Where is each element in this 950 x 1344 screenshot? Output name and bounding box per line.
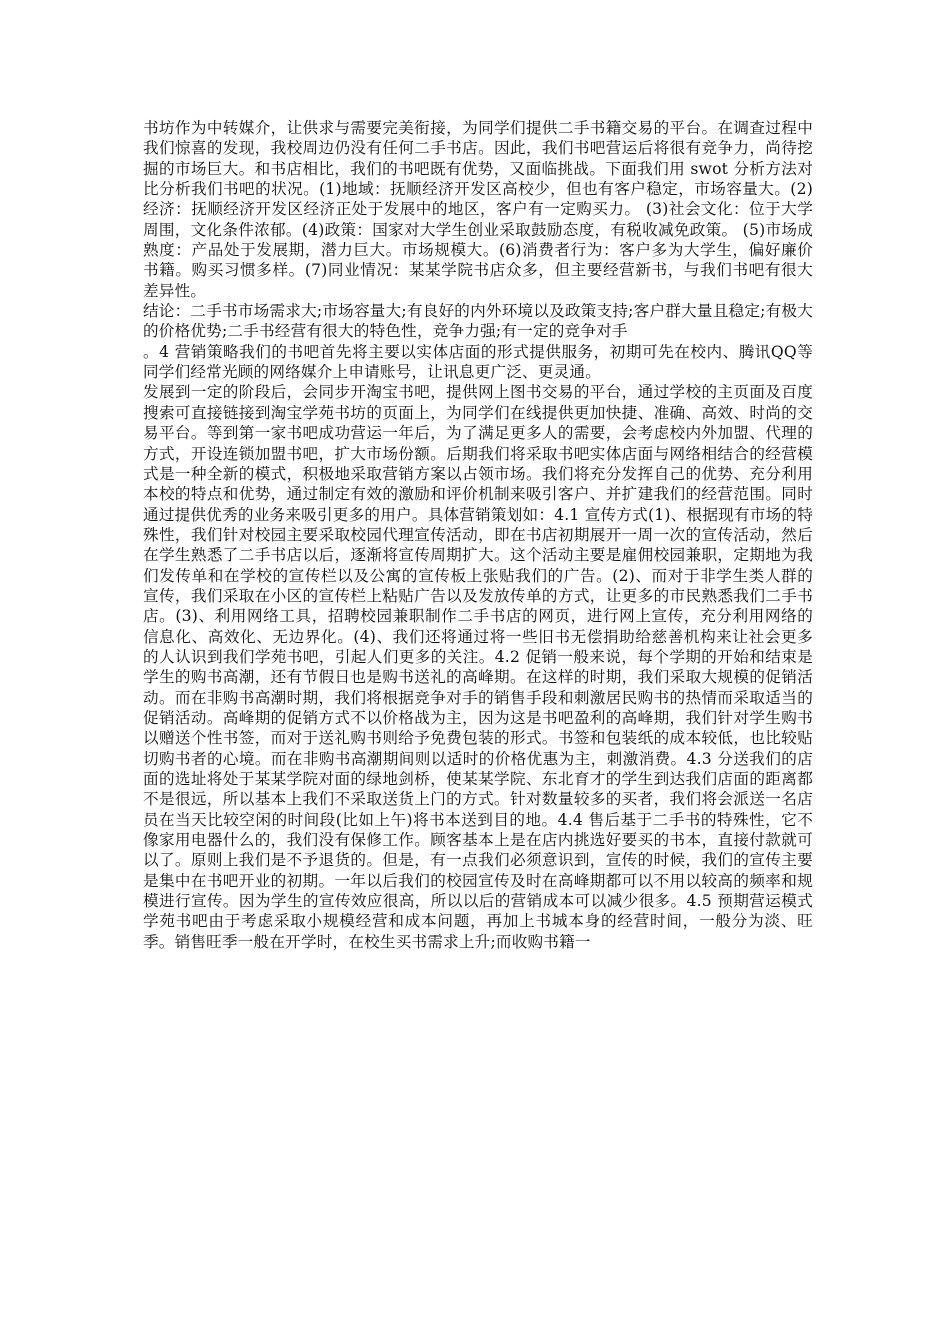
paragraph-development-plan: 发展到一定的阶段后，会同步开淘宝书吧，提供网上图书交易的平台，通过学校的主页面及百度搜索可直接链接到淘宝学苑书坊的页面上，为同学们在线提供更加快捷、准确、高效、时尚的交易平台。等到第一家书吧成功营运一年后，为了满足更多人的需要，会考虑校内外加盟、代理的方式，开设连锁加盟书吧，扩大市场份额。后期我们将采取书吧实体店面与网络相结合的经营模式是一种全新的模式，积极地采取营销方案以占领市场。我们将充分发挥自己的优势、充分利用本校的特点和优势，通过制定有效的激励和评价机制来吸引客户、并扩建我们的经营范围。同时通过提供优秀的业务来吸引更多的用户。具体营销策划如：4.1 宣传方式(1)、根据现有市场的特殊性，我们针对校园主要采取校园代理宣传活动，即在书店初期展开一周一次的宣传活动，然后在学生熟悉了二手书店以后，逐渐将宣传周期扩大。这个活动主要是雇佣校园兼职，定期地为我们发传单和在学校的宣传栏以及公寓的宣传板上张贴我们的广告。(2)、而对于非学生类人群的宣传，我们采取在小区的宣传栏上粘贴广告以及发放传单的方式，让更多的市民熟悉我们二手书店。(3)、利用网络工具，招聘校园兼职制作二手书店的网页，进行网上宣传，充分利用网络的信息化、高效化、无边界化。(4)、我们还将通过将一些旧书无偿捐助给慈善机构来让社会更多的人认识到我们学苑书吧，引起人们更多的关注。4.2 促销一般来说，每个学期的开始和结束是学生的购书高潮，还有节假日也是购书送礼的高峰期。在这样的时期，我们采取大规模的促销活动。而在非购书高潮时期，我们将根据竞争对手的销售手段和刺激居民购书的热情而采取适当的促销活动。高峰期的促销方式不以价格战为主，因为这是书吧盈利的高峰期，我们针对学生购书以赠送个性书签，而对于送礼购书则给予免费包装的形式。书签和包装纸的成本较低，也比较贴切购书者的心境。而在非购书高潮期间则以适时的价格优惠为主，刺激消费。4.3 分送我们的店面的选址将处于某某学院对面的绿地剑桥，使某某学院、东北育才的学生到达我们店面的距离都不是很远，所以基本上我们不采取送货上门的方式。针对数量较多的买者，我们将会派送一名店员在当天比较空闲的时间段(比如上午)将书本送到目的地。4.4 售后基于二手书的特殊性，它不像家用电器什么的，我们没有保修工作。顾客基本上是在店内挑选好要买的书本，直接付款就可以了。原则上我们是不予退货的。但是，有一点我们必须意识到，宣传的时候，我们的宣传主要是集中在书吧开业的初期。一年以后我们的校园宣传及时在高峰期都可以不用以较高的频率和规模进行宣传。因为学生的宣传效应很高，所以以后的营销成本可以减少很多。4.5 预期营运模式学苑书吧由于考虑采取小规模经营和成本问题，再加上书城本身的经营时间，一般分为淡、旺季。销售旺季一般在开学时，在校生买书需求上升;而收购书籍一: [143, 383, 813, 951]
paragraph-conclusion: 结论：二手书市场需求大;市场容量大;有良好的内外环境以及政策支持;客户群大量且稳定;有极大的价格优势;二手书经营有很大的特色性，竞争力强;有一定的竞争对手: [143, 302, 813, 341]
document-body: [143, 118, 813, 952]
paragraph-marketing-strategy: 。4 营销策略我们的书吧首先将主要以实体店面的形式提供服务，初期可先在校内、腾讯QQ等同学们经常光顾的网络媒介上申请账号，让讯息更广泛、更灵通。: [143, 342, 813, 382]
paragraph-swot-analysis: 书坊作为中转媒介，让供求与需要完美衔接，为同学们提供二手书籍交易的平台。在调查过程中我们惊喜的发现，我校周边仍没有任何二手书店。因此，我们书吧营运后将很有竞争力，尚待挖掘的市场巨大。和书店相比，我们的书吧既有优势，又面临挑战。下面我们用 swot 分析方法对比分析我们书吧的状况。(1)地域：抚顺经济开发区高校少，但也有客户稳定，市场容量大。(2)经济：抚顺经济开发区经济正处于发展中的地区，客户有一定购买力。 (3)社会文化：位于大学周围，文化条件浓郁。(4)政策：国家对大学生创业采取鼓励态度，有税收减免政策。 (5)市场成熟度：产品处于发展期，潜力巨大。市场规模大。(6)消费者行为：客户多为大学生，偏好廉价书籍。购买习惯多样。(7)同业情况：某某学院书店众多，但主要经营新书，与我们书吧有很大差异性。: [143, 119, 813, 300]
